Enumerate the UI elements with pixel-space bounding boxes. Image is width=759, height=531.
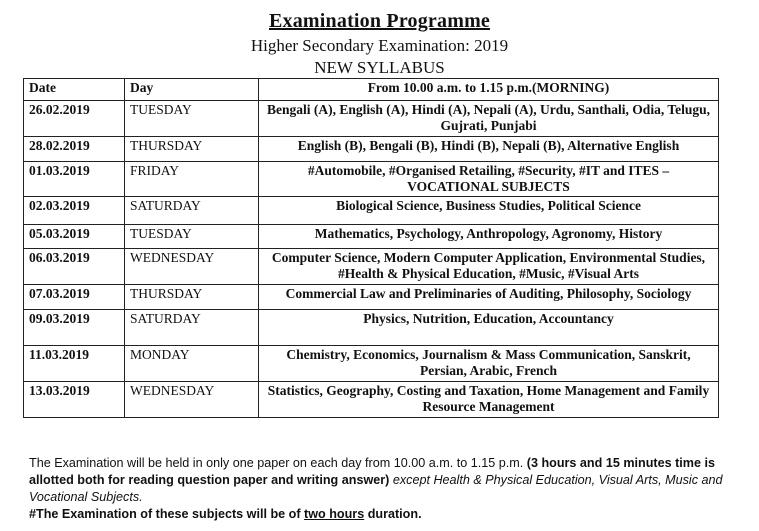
date-cell: 05.03.2019	[24, 225, 125, 249]
table-row	[24, 225, 719, 249]
subjects-cell: Statistics, Geography, Costing and Taxation, Home Management and Family Resource Management	[259, 382, 719, 418]
table-row	[24, 162, 719, 197]
page-title: Examination Programme	[268, 10, 491, 32]
table-row	[24, 346, 719, 382]
date-cell: 28.02.2019	[24, 137, 125, 162]
exam-subtitle: Higher Secondary Examination: 2019	[250, 36, 509, 55]
date-cell: 13.03.2019	[24, 382, 125, 418]
hash-note-duration: two hours	[304, 507, 365, 521]
column-header-day: Day	[125, 79, 259, 101]
table-row	[24, 310, 719, 346]
subjects-cell: Chemistry, Economics, Journalism & Mass Communication, Sanskrit, Persian, Arabic, French	[259, 346, 719, 382]
subjects-cell: Computer Science, Modern Computer Application, Environmental Studies, #Health & Physical Education, #Music, #Visual Arts	[259, 249, 719, 285]
hash-note-prefix: #The Examination of these subjects will be of	[29, 507, 305, 521]
table-row	[24, 382, 719, 418]
subjects-cell: Biological Science, Business Studies, Political Science	[259, 197, 719, 225]
subjects-cell: English (B), Bengali (B), Hindi (B), Nepali (B), Alternative English	[259, 137, 719, 162]
day-cell: WEDNESDAY	[125, 249, 259, 285]
table-row	[24, 285, 719, 310]
duration-note-text: The Examination will be held in only one paper on each day from 10.00 a.m. to 1.15 p.m.	[29, 456, 527, 470]
duration-note-bold: (3 hours and 15 minutes time is allotted both for reading question paper and writing answer)	[29, 456, 716, 487]
table-header-row	[24, 79, 719, 101]
day-cell: SATURDAY	[125, 310, 259, 346]
day-cell: THURSDAY	[125, 137, 259, 162]
subjects-cell: Bengali (A), English (A), Hindi (A), Nepali (A), Urdu, Santhali, Odia, Telugu, Gujrati, Punjabi	[259, 101, 719, 137]
subjects-cell: Physics, Nutrition, Education, Accountancy	[259, 310, 719, 346]
day-cell: WEDNESDAY	[125, 382, 259, 418]
date-cell: 09.03.2019	[24, 310, 125, 346]
column-header-subjects: From 10.00 a.m. to 1.15 p.m.(MORNING)	[259, 79, 719, 101]
duration-note-exceptions: except Health & Physical Education, Visual Arts, Music and Vocational Subjects.	[29, 473, 723, 504]
hash-subjects-note	[29, 506, 729, 523]
subjects-cell: Mathematics, Psychology, Anthropology, Agronomy, History	[259, 225, 719, 249]
duration-note	[29, 455, 729, 506]
day-cell: FRIDAY	[125, 162, 259, 197]
date-cell: 11.03.2019	[24, 346, 125, 382]
day-cell: SATURDAY	[125, 197, 259, 225]
date-cell: 06.03.2019	[24, 249, 125, 285]
table-row	[24, 249, 719, 285]
table-row	[24, 197, 719, 225]
day-cell: MONDAY	[125, 346, 259, 382]
day-cell: TUESDAY	[125, 225, 259, 249]
subjects-cell: Commercial Law and Preliminaries of Auditing, Philosophy, Sociology	[259, 285, 719, 310]
exam-notes	[29, 455, 729, 523]
hash-note-suffix: duration.	[364, 507, 422, 521]
table-row	[24, 101, 719, 137]
date-cell: 26.02.2019	[24, 101, 125, 137]
date-cell: 02.03.2019	[24, 197, 125, 225]
syllabus-label: NEW SYLLABUS	[314, 58, 445, 77]
column-header-date: Date	[24, 79, 125, 101]
date-cell: 01.03.2019	[24, 162, 125, 197]
table-row	[24, 137, 719, 162]
date-cell: 07.03.2019	[24, 285, 125, 310]
exam-schedule-table	[23, 78, 719, 418]
subjects-cell: #Automobile, #Organised Retailing, #Security, #IT and ITES – VOCATIONAL SUBJECTS	[259, 162, 719, 197]
day-cell: THURSDAY	[125, 285, 259, 310]
day-cell: TUESDAY	[125, 101, 259, 137]
